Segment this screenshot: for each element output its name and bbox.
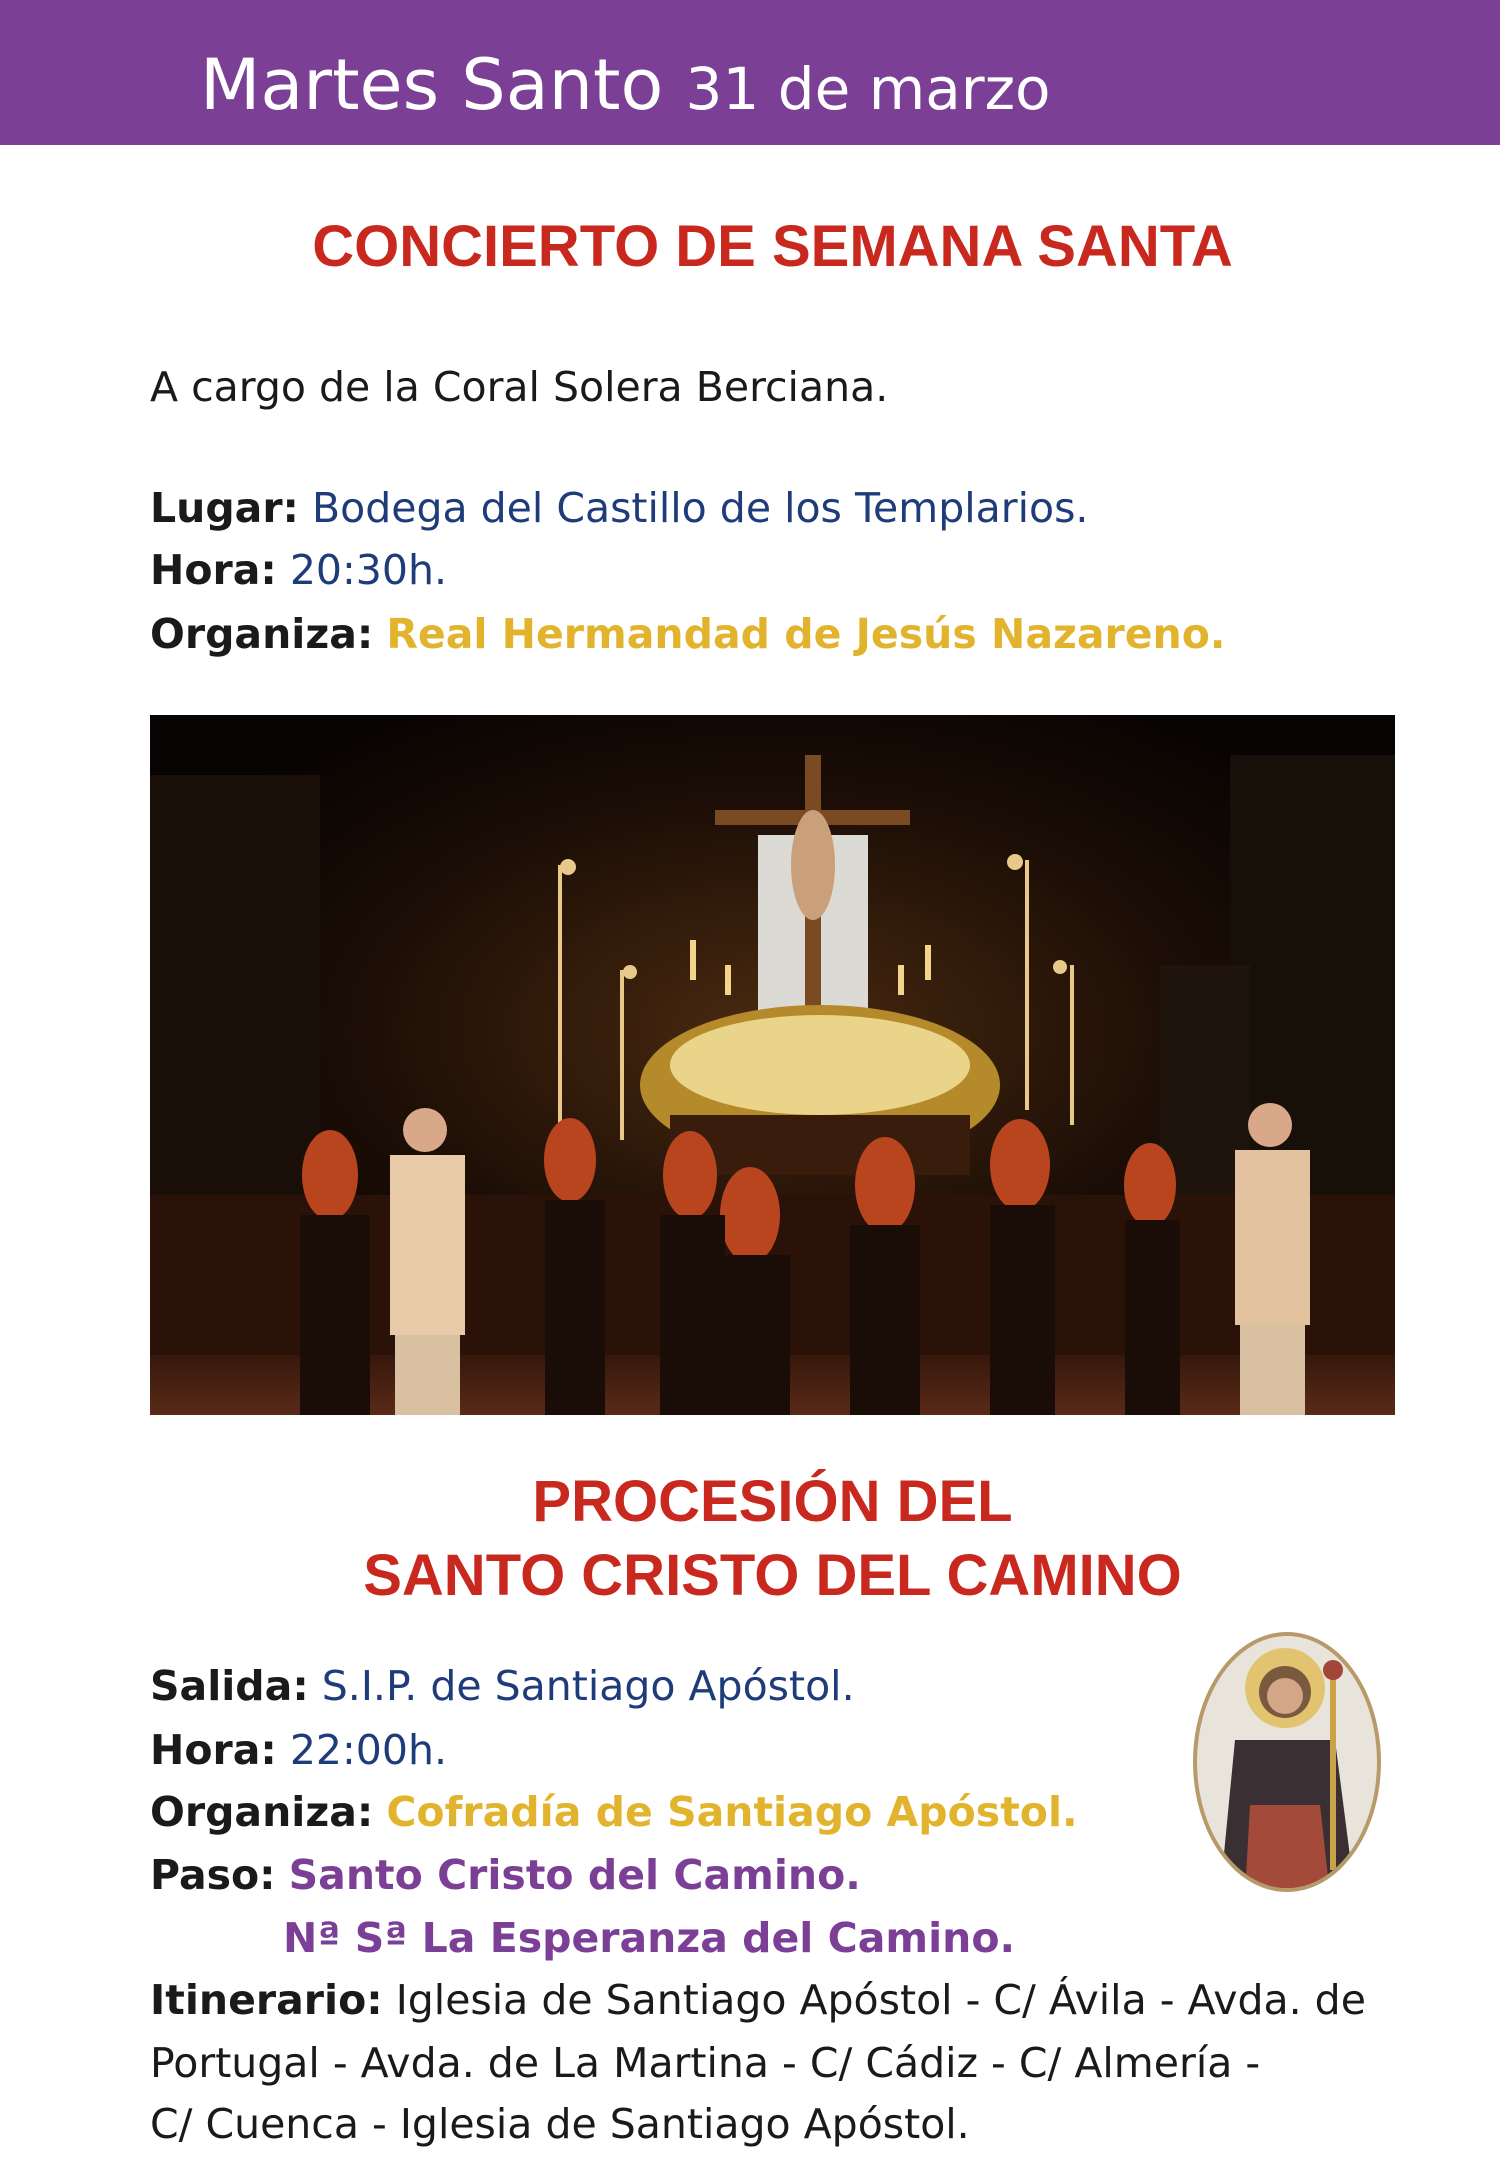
procession-organiza	[150, 1782, 1078, 1842]
organiza-label: Organiza:	[150, 610, 374, 658]
lugar-value: Bodega del Castillo de los Templarios.	[312, 484, 1089, 532]
organiza-value: Cofradía de Santiago Apóstol.	[386, 1788, 1078, 1836]
procession-paso-2	[283, 1908, 1015, 1968]
title-date: 31 de marzo	[685, 55, 1051, 123]
procession-salida	[150, 1656, 855, 1716]
paso-label: Paso:	[150, 1851, 276, 1899]
saint-medallion	[1190, 1630, 1385, 1895]
organiza-value: Real Hermandad de Jesús Nazareno.	[386, 610, 1226, 658]
procession-paso	[150, 1845, 861, 1905]
procession-hora	[150, 1720, 447, 1780]
header-banner	[0, 0, 1500, 145]
concert-organiza	[150, 604, 1225, 664]
hora-value: 22:00h.	[289, 1726, 447, 1774]
organiza-label: Organiza:	[150, 1788, 374, 1836]
hora-value: 20:30h.	[289, 546, 447, 594]
itinerario-line-3: C/ Cuenca - Iglesia de Santiago Apóstol.	[150, 2100, 970, 2148]
procession-photo	[150, 715, 1395, 1415]
itinerario-line-2: Portugal - Avda. de La Martina - C/ Cádiz - C/ Almería -	[150, 2039, 1261, 2087]
concert-lugar	[150, 478, 1088, 538]
title-main: Martes Santo	[200, 44, 664, 126]
itinerario-line-1: Iglesia de Santiago Apóstol - C/ Ávila - Avda. de	[395, 1976, 1366, 2024]
procession-itinerario-1	[150, 1970, 1366, 2030]
salida-value: S.I.P. de Santiago Apóstol.	[321, 1662, 855, 1710]
lugar-label: Lugar:	[150, 484, 299, 532]
page-title	[200, 40, 1051, 134]
hora-label: Hora:	[150, 546, 277, 594]
hora-label: Hora:	[150, 1726, 277, 1774]
procession-title-line1: PROCESIÓN DEL	[532, 1469, 1013, 1534]
concert-hora	[150, 540, 447, 600]
concert-title: CONCIERTO DE SEMANA SANTA	[312, 214, 1233, 279]
paso-value-2: Nª Sª La Esperanza del Camino.	[283, 1914, 1016, 1962]
paso-value-1: Santo Cristo del Camino.	[288, 1851, 861, 1899]
salida-label: Salida:	[150, 1662, 309, 1710]
procession-title-line2: SANTO CRISTO DEL CAMINO	[363, 1543, 1182, 1608]
concert-description: A cargo de la Coral Solera Berciana.	[150, 363, 889, 411]
itinerario-label: Itinerario:	[150, 1976, 383, 2024]
